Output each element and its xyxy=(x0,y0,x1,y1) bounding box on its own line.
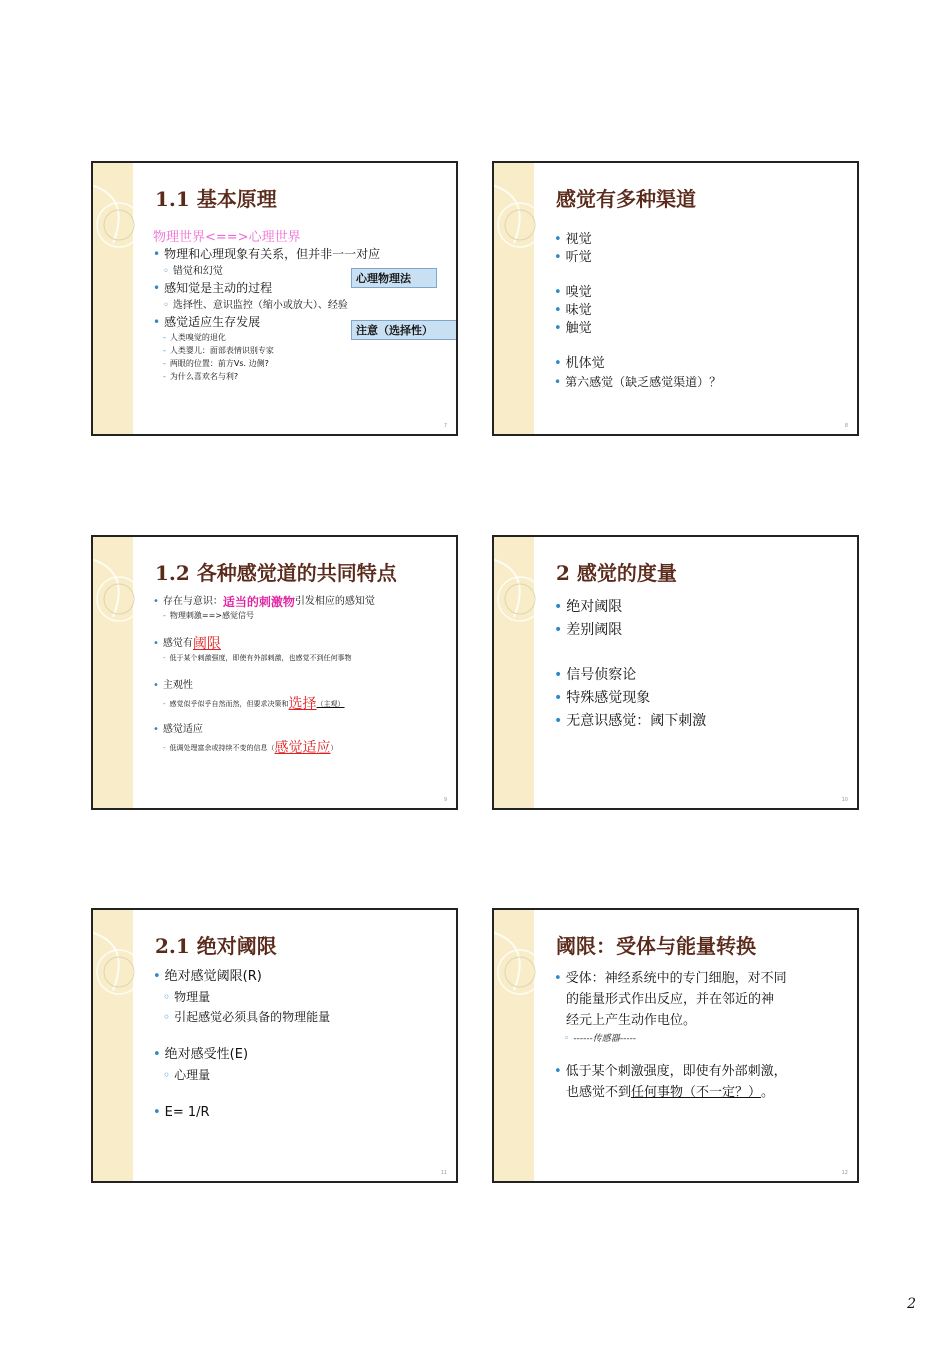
slide-title: 2 感觉的度量 xyxy=(556,561,677,585)
slide-heading: 物理世界<==>心理世界 xyxy=(153,230,301,245)
bullet-item: • 绝对阈限 xyxy=(554,599,623,615)
slide-12 xyxy=(492,908,859,1183)
slide-decor-band xyxy=(93,910,133,1181)
bullet-item: • 感觉适应 xyxy=(153,724,203,735)
sub-item: ◦ ------传感器----- xyxy=(564,1034,637,1044)
bullet-item: • 无意识感觉：阈下刺激 xyxy=(554,713,707,729)
sub-item: - 低于某个刺激强度，即使有外部刺激，也感觉不到任何事物 xyxy=(163,654,352,662)
sub-sub-item: - 人类婴儿：面部表情识别专家 xyxy=(163,346,274,355)
slide-number: 9 xyxy=(443,797,447,803)
sub-item: - 物理刺激==>感觉信号 xyxy=(163,611,254,620)
bullet-item: • 主观性 xyxy=(153,680,193,691)
tag-label: 注意（选择性） xyxy=(351,320,457,340)
slide-number: 7 xyxy=(443,423,447,429)
bullet-item: • E= 1/R xyxy=(153,1105,210,1120)
sub-sub-item: - 两眼的位置：前方Vs. 边侧? xyxy=(163,359,269,368)
bullet-item: • 差别阈限 xyxy=(554,622,623,638)
sub-item: ◦ 选择性、意识监控（缩小或放大）、经验 xyxy=(163,300,348,311)
slide-decor-band xyxy=(494,910,534,1181)
bullet-item: • 存在与意识： 适当的刺激物 引发相应的感知觉 xyxy=(153,595,375,609)
bullet-continuation: 经元上产生动作电位。 xyxy=(566,1013,697,1028)
sub-item: ◦ 错觉和幻觉 xyxy=(163,266,223,277)
slide-7 xyxy=(91,161,458,436)
slide-title: 感觉有多种渠道 xyxy=(556,187,696,211)
slide-title: 1.1 基本原理 xyxy=(155,187,277,211)
slide-10 xyxy=(492,535,859,810)
sub-sub-item: - 为什么喜欢名与利? xyxy=(163,372,239,381)
bullet-item: • 低于某个刺激强度，即使有外部刺激， xyxy=(554,1064,787,1079)
slide-number: 8 xyxy=(844,423,848,429)
bullet-item: • 视觉 xyxy=(554,232,592,247)
swirl-decoration xyxy=(494,910,554,1030)
bullet-item: • 第六感觉（缺乏感觉渠道）？ xyxy=(554,375,722,389)
slide-title: 2.1 绝对阈限 xyxy=(155,934,277,958)
sub-item: ◦ 物理量 xyxy=(163,990,211,1004)
page-number: 2 xyxy=(907,1296,916,1312)
slide-number: 11 xyxy=(440,1170,447,1176)
bullet-item: • 绝对感受性(E) xyxy=(153,1047,249,1062)
swirl-decoration xyxy=(93,163,153,283)
slide-decor-band xyxy=(494,163,534,434)
tag-label: 心理物理法 xyxy=(351,268,437,288)
bullet-item: • 特殊感觉现象 xyxy=(554,690,651,706)
bullet-item: • 机体觉 xyxy=(554,356,605,371)
swirl-decoration xyxy=(93,537,153,657)
bullet-item: • 感觉适应生存发展 xyxy=(153,315,261,329)
bullet-item: • 物理和心理现象有关系，但并非一一对应 xyxy=(153,247,381,261)
bullet-item: • 感觉有 阈限 xyxy=(153,636,221,652)
slide-decor-band xyxy=(494,537,534,808)
bullet-continuation: 也感觉不到 任何事物 （不一定？） 。 xyxy=(566,1085,775,1100)
sub-item: ◦ 引起感觉必须具备的物理能量 xyxy=(163,1010,331,1024)
bullet-item: • 绝对感觉阈限(R) xyxy=(153,969,262,984)
sub-item: ◦ 心理量 xyxy=(163,1068,211,1082)
bullet-item: • 味觉 xyxy=(554,303,592,318)
bullet-item: • 嗅觉 xyxy=(554,285,592,300)
slide-decor-band xyxy=(93,163,133,434)
slide-8 xyxy=(492,161,859,436)
sub-sub-item: - 人类嗅觉的退化 xyxy=(163,333,226,342)
slide-9 xyxy=(91,535,458,810)
slide-title: 阈限：受体与能量转换 xyxy=(556,934,756,958)
slide-decor-band xyxy=(93,537,133,808)
bullet-item: • 触觉 xyxy=(554,321,592,336)
bullet-item: • 信号侦察论 xyxy=(554,667,637,683)
slide-11 xyxy=(91,908,458,1183)
swirl-decoration xyxy=(93,910,153,1030)
swirl-decoration xyxy=(494,163,554,283)
slide-title: 1.2 各种感觉道的共同特点 xyxy=(155,561,397,585)
sub-item: - 低调处理富余或持续不变的信息（ 感觉适应 ） xyxy=(163,740,338,756)
bullet-continuation: 的能量形式作出反应，并在邻近的神 xyxy=(566,992,775,1007)
slide-number: 10 xyxy=(841,797,848,803)
bullet-item: • 受体：神经系统中的专门细胞，对不同 xyxy=(554,971,787,986)
bullet-item: • 感知觉是主动的过程 xyxy=(153,281,273,295)
bullet-item: • 听觉 xyxy=(554,250,592,265)
slide-number: 12 xyxy=(841,1170,848,1176)
swirl-decoration xyxy=(494,537,554,657)
sub-item: - 感觉似乎似乎自然而然，但要求决策和 选择 （主观） xyxy=(163,696,345,712)
